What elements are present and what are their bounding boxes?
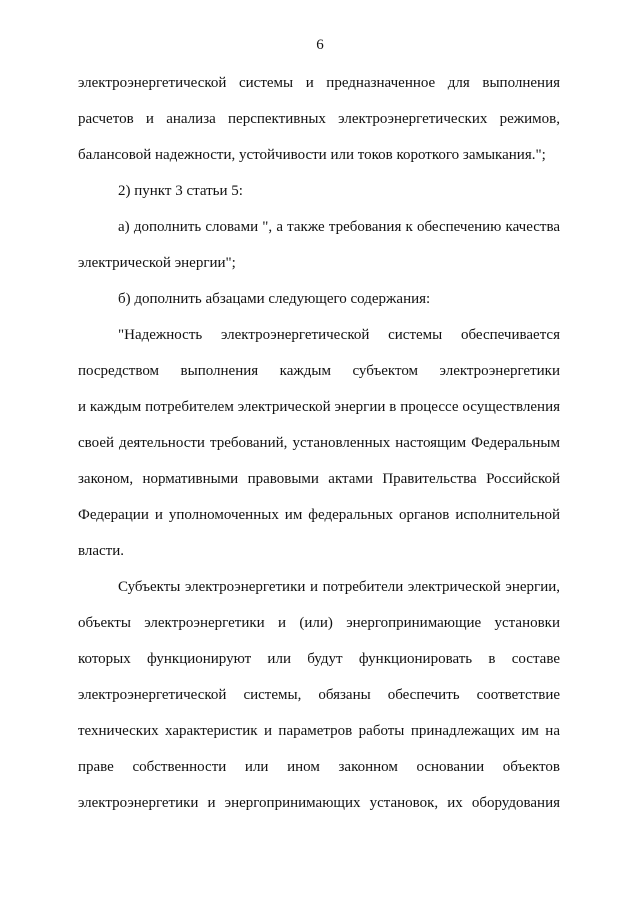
text-line: своей деятельности требований, установленных настоящим Федеральным	[78, 435, 560, 451]
text-line: объекты электроэнергетики и (или) энергопринимающие установки	[78, 615, 560, 631]
text-line: Субъекты электроэнергетики и потребители электрической энергии,	[118, 579, 560, 595]
text-line: власти.	[78, 543, 125, 559]
text-line: Федерации и уполномоченных им федеральных органов исполнительной	[78, 507, 560, 523]
text-line: законом, нормативными правовыми актами Правительства Российской	[78, 471, 560, 487]
text-line: электроэнергетической системы и предназначенное для выполнения	[78, 75, 560, 91]
text-line: праве собственности или ином законном основании объектов	[78, 759, 560, 775]
page-number: 6	[316, 37, 324, 53]
text-line: балансовой надежности, устойчивости или токов короткого замыкания.";	[78, 147, 546, 163]
text-line: электроэнергетики и энергопринимающих установок, их оборудования	[78, 795, 560, 811]
text-line: электроэнергетической системы, обязаны обеспечить соответствие	[78, 687, 560, 703]
text-line: "Надежность электроэнергетической системы обеспечивается	[118, 327, 560, 343]
text-line: посредством выполнения каждым субъектом электроэнергетики	[78, 363, 560, 379]
text-line: технических характеристик и параметров работы принадлежащих им на	[78, 723, 560, 739]
text-line: и каждым потребителем электрической энергии в процессе осуществления	[78, 399, 560, 415]
text-line: электрической энергии";	[78, 255, 236, 271]
text-line: а) дополнить словами ", а также требования к обеспечению качества	[118, 219, 560, 235]
text-line: б) дополнить абзацами следующего содержания:	[118, 291, 431, 307]
text-line: которых функционируют или будут функционировать в составе	[78, 651, 560, 667]
text-line: расчетов и анализа перспективных электроэнергетических режимов,	[78, 111, 560, 127]
text-line: 2) пункт 3 статьи 5:	[118, 183, 243, 199]
